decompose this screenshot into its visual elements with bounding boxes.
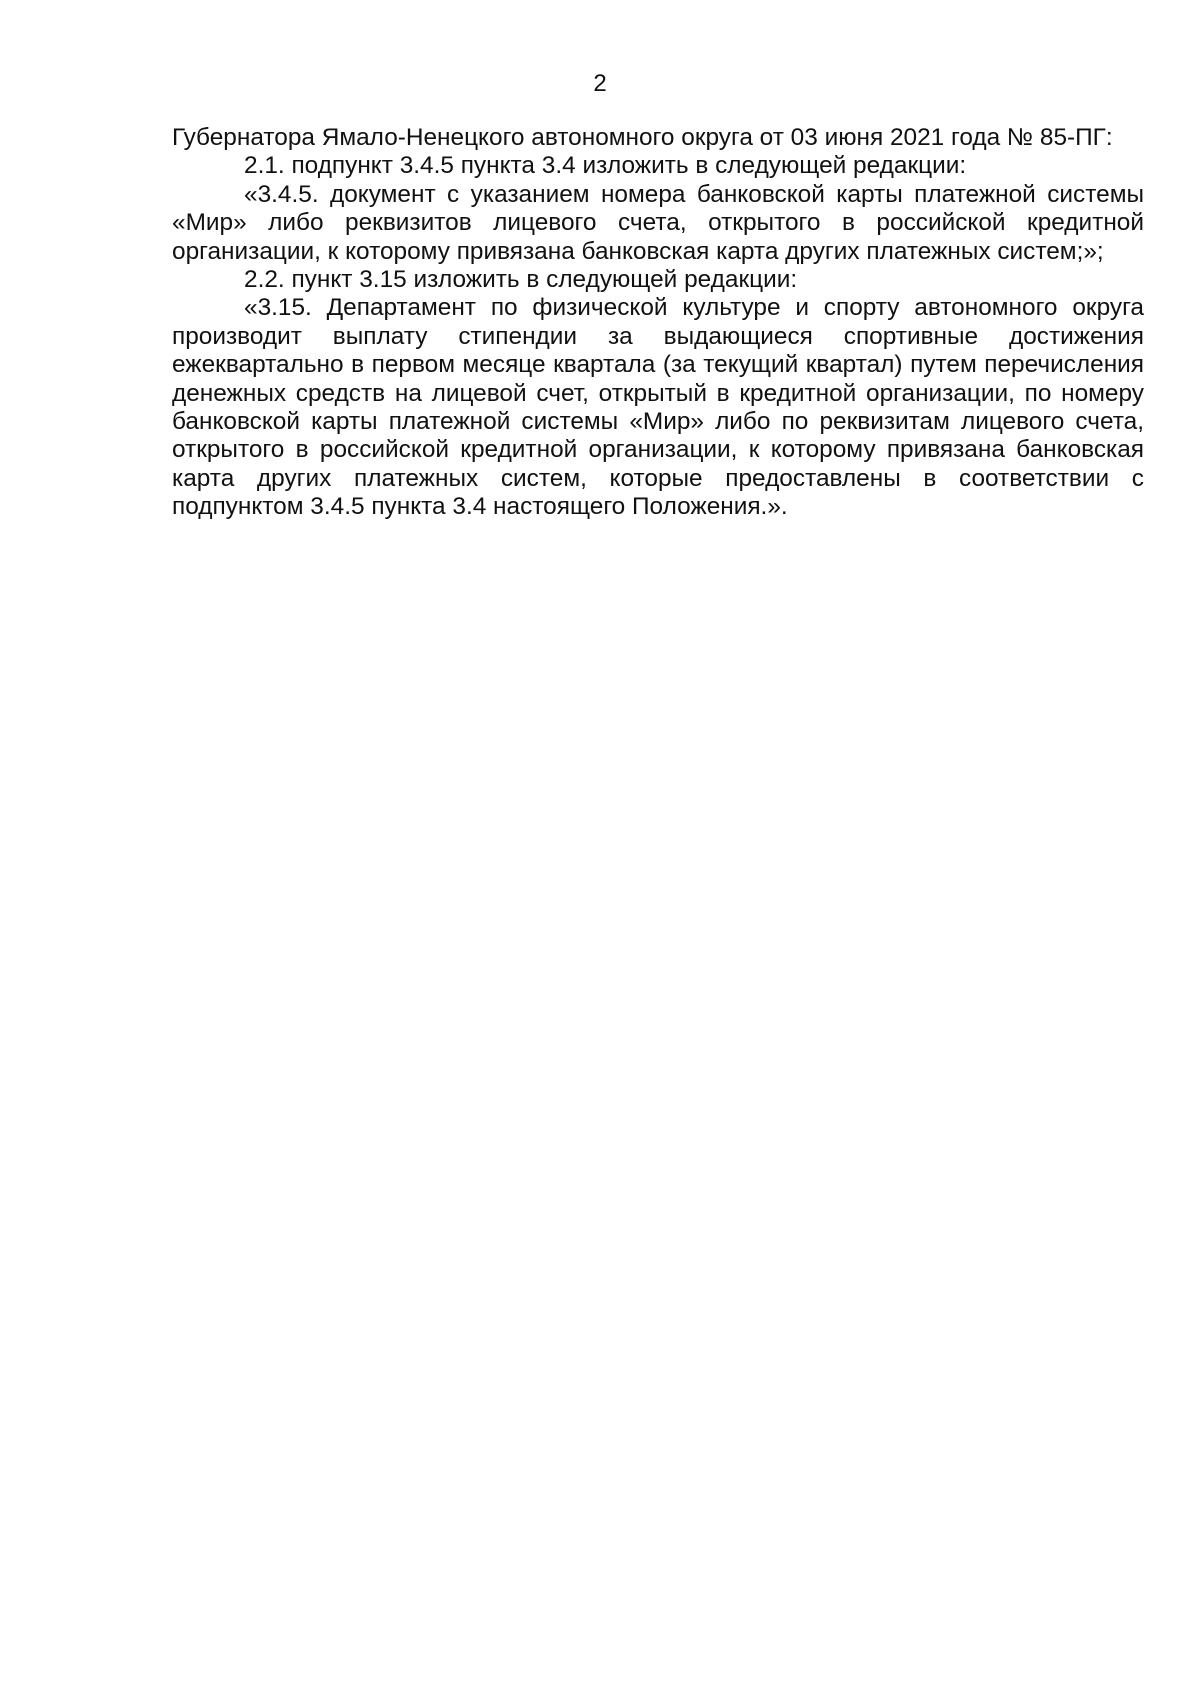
document-body bbox=[172, 124, 1144, 522]
paragraph-intro: Губернатора Ямало-Ненецкого автономного округа от 03 июня 2021 года № 85-ПГ: bbox=[172, 124, 1113, 151]
paragraph-3-15-text: «3.15. Департамент по физической культуре и спорту автономного округа производит выплату стипендии за выдающиеся спортивные достижения ежеквартально в первом месяце квартала (за текущий квартал) путем перечисления денежных средств на лицевой счет, открытый в кредитной организации, по номеру банковской карты платежной системы «Мир» либо по реквизитам лицевого счета, открытого в российской кредитной организации, к которому привязана банковская карта других платежных систем, которые предоставлены в соответствии с подпунктом 3.4.5 пункта 3.4 настоящего Положения.». bbox=[172, 294, 1144, 521]
paragraph-2-1: 2.1. подпункт 3.4.5 пункта 3.4 изложить в следующей редакции: bbox=[244, 152, 967, 180]
paragraph-2-2: 2.2. пункт 3.15 изложить в следующей редакции: bbox=[244, 266, 798, 294]
paragraph-3-4-5-text: «3.4.5. документ с указанием номера банковской карты платежной системы «Мир» либо реквизитов лицевого счета, открытого в российской кредитной организации, к которому привязана банковская карта других платежных систем;»; bbox=[172, 180, 1144, 265]
page-number: 2 bbox=[593, 70, 607, 97]
